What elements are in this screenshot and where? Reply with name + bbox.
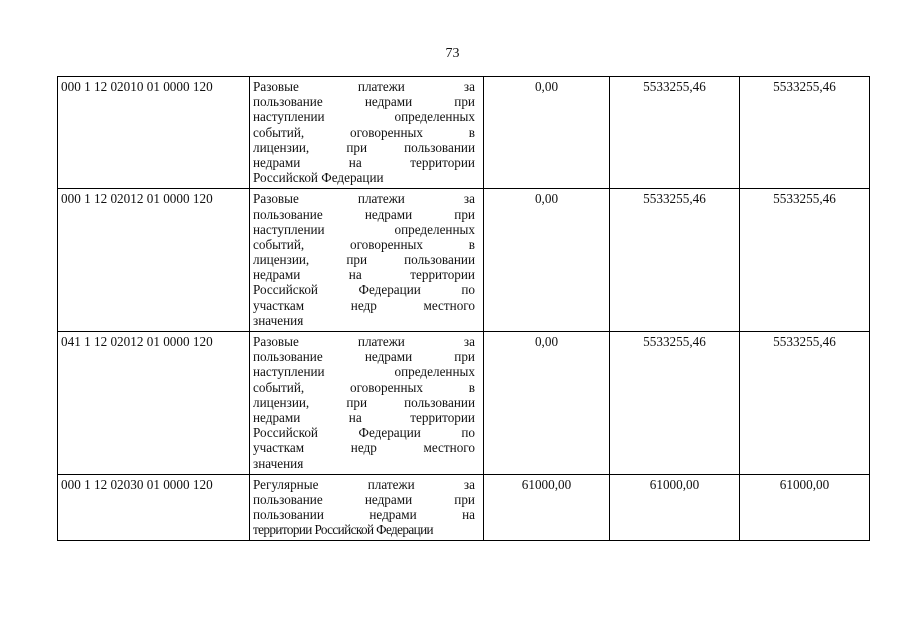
amount-cell-2: 5533255,46 [610,77,740,189]
description-line: событий, оговоренных в [253,124,475,140]
description-line: событий, оговоренных в [253,236,475,252]
amount-cell-3: 5533255,46 [740,189,870,332]
description-line: участкам недр местного [253,440,475,456]
budget-code-cell: 000 1 12 02012 01 0000 120 [58,189,250,332]
budget-code-cell: 000 1 12 02010 01 0000 120 [58,77,250,189]
description-line: событий, оговоренных в [253,379,475,395]
description-line: Российской Федерации [253,170,384,186]
description-line: недрами на территории [253,267,475,283]
description-line: пользование недрами при [253,94,475,110]
description-line: наступлении определенных [253,109,475,125]
budget-code-cell: 041 1 12 02012 01 0000 120 [58,332,250,475]
description-cell [250,77,484,189]
description-line: Разовые платежи за [253,79,475,94]
description-line: значения [253,312,304,328]
description-line: пользование недрами при [253,491,475,507]
description-line: Российской Федерации по [253,425,475,441]
description-line: лицензии, при пользовании [253,394,475,410]
description-cell [250,189,484,332]
table-row [58,474,870,541]
budget-code-cell: 000 1 12 02030 01 0000 120 [58,474,250,541]
table-body [58,77,870,541]
budget-table [57,76,870,541]
description-line: наступлении определенных [253,364,475,380]
description-line: наступлении определенных [253,221,475,237]
description-line: недрами на территории [253,154,475,170]
description-line: Российской Федерации по [253,282,475,298]
description-line: пользовании недрами на [253,507,475,523]
amount-cell-3: 5533255,46 [740,332,870,475]
description-line: недрами на территории [253,409,475,425]
table-row [58,332,870,475]
table-row [58,77,870,189]
amount-cell-2: 61000,00 [610,474,740,541]
description-line: Регулярные платежи за [253,476,475,492]
amount-cell-3: 61000,00 [740,474,870,541]
description-line: пользование недрами при [253,206,475,222]
amount-cell-1: 0,00 [484,77,610,189]
description-line: участкам недр местного [253,297,475,313]
description-line: лицензии, при пользовании [253,139,475,155]
page-number: 73 [445,46,460,61]
amount-cell-3: 5533255,46 [740,77,870,189]
description-line: территории Российской Федерации [253,522,434,538]
description-line: Разовые платежи за [253,191,475,207]
description-cell [250,474,484,541]
description-line: значения [253,455,304,471]
amount-cell-1: 0,00 [484,332,610,475]
amount-cell-2: 5533255,46 [610,332,740,475]
description-line: Разовые платежи за [253,334,475,349]
description-cell [250,332,484,475]
description-line: лицензии, при пользовании [253,252,475,268]
amount-cell-1: 61000,00 [484,474,610,541]
amount-cell-1: 0,00 [484,189,610,332]
description-line: пользование недрами при [253,349,475,365]
table-row [58,189,870,332]
amount-cell-2: 5533255,46 [610,189,740,332]
